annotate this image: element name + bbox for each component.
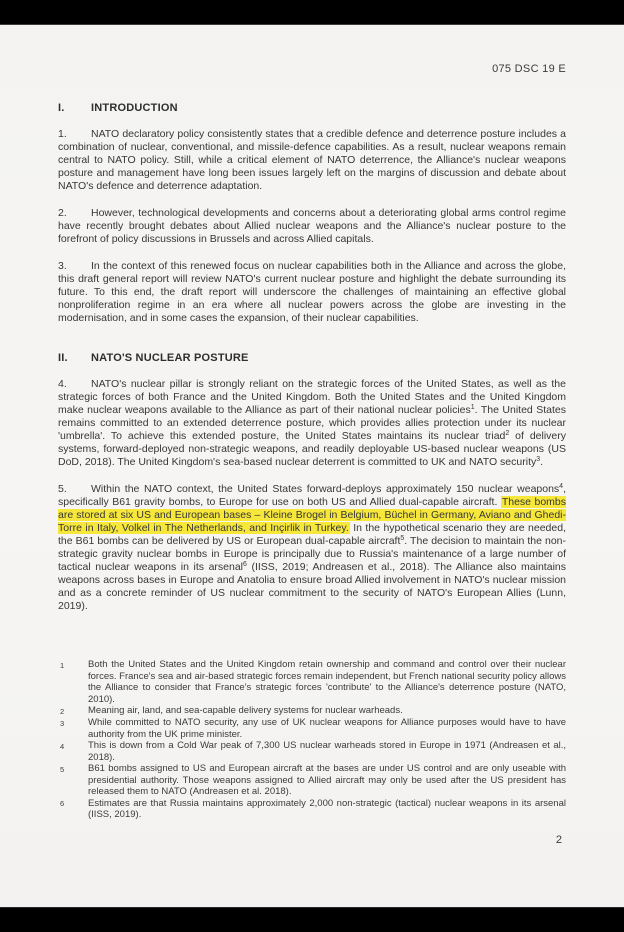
footnote-number: 6: [60, 799, 65, 808]
highlighted-text: These bombs are stored at six US and European bases – Kleine Brogel in Belgium, Büchel in Germany, Aviano and Ghedi-Torre in Italy, Volkel in The Netherlands, and Inçirlik in Turkey.: [58, 496, 566, 534]
footnote: [58, 763, 566, 798]
document-page: [0, 25, 624, 907]
footnote-text: This is down from a Cold War peak of 7,300 US nuclear warheads stored in Europe in 1971 (Andreasen et al., 2018).: [88, 740, 566, 763]
section-numeral: I.: [58, 102, 65, 114]
footnote-marker: 5: [400, 535, 405, 542]
paragraph-number: 3.: [58, 260, 67, 272]
footnote-number: 1: [60, 660, 65, 670]
footnote-number: 2: [60, 706, 65, 716]
footnote-number: 5: [60, 764, 65, 774]
footnote: [58, 740, 566, 763]
document-reference: 075 DSC 19 E: [492, 63, 566, 75]
paragraph: 4. NATO's nuclear pillar is strongly reliant on the strategic forces of the United States, as well as the strategic forces of both France and the United Kingdom. Both the United States and the United Kingdom make nuclear weapons available to the Alliance as part of their national nuclear policies$^1$. The United States remains committed to an extended deterrence posture, which provides allies protection under its nuclear 'umbrella'. To achieve this extended posture, the United States maintains its nuclear triad$^2$ of delivery systems, forward-deployed non-strategic weapons, and readily deployable US-based nuclear weapons (US DoD, 2018). The United Kingdom's sea-based nuclear deterrent is committed to UK and NATO security$^3$.: [58, 378, 566, 468]
footnote-text: Estimates are that Russia maintains approximately 2,000 non-strategic (tactical) nuclear weapons in its arsenal (IISS, 2019).: [88, 797, 566, 820]
footnote-number: 4: [60, 741, 65, 751]
paragraph: 2. However, technological developments and concerns about a deteriorating global arms control regime have recently brought debates about Allied nuclear weapons and the Alliance's nuclear posture to the forefront of policy discussions in Brussels and across Allied capitals.: [58, 207, 566, 245]
paragraph: 1. NATO declaratory policy consistently states that a credible defence and deterrence posture includes a combination of nuclear, conventional, and missile-defence capabilities. As a result, nuclear weapons remain central to NATO policy. Still, while a critical element of NATO deterrence, the Alliance's nuclear weapons posture and management have long been issues largely left on the margins of discussion and debate about NATO's defence and deterrence adaptation.: [58, 128, 566, 192]
top-black-bar: [0, 0, 624, 25]
footnote-marker: 3: [536, 456, 541, 463]
footnote-marker: 2: [505, 430, 510, 437]
footnote: [58, 659, 566, 705]
section-heading: [58, 352, 566, 364]
footnote: [58, 705, 566, 717]
paragraph: 3. In the context of this renewed focus on nuclear capabilities both in the Alliance and across the globe, this draft general report will review NATO's current nuclear posture and highlight the debate surrounding its future. To this end, the draft report will underscore the challenges of maintaining an effective global nonproliferation regime in an era where all nuclear powers across the globe are investing in the modernisation, and in some cases the expansion, of their nuclear capabilities.: [58, 260, 566, 324]
footnote-marker: 4: [559, 483, 564, 490]
footnote-marker: 1: [470, 404, 475, 411]
footnote-text: Meaning air, land, and sea-capable delivery systems for nuclear warheads.: [88, 705, 403, 716]
footnote-marker: 6: [243, 561, 247, 568]
footnote: [58, 798, 566, 821]
paragraph-number: 1.: [58, 128, 67, 140]
footnote-text: B61 bombs assigned to US and European aircraft at the bases are under US control and are only useable with presidential authority. Those weapons assigned to Allied aircraft may only be used after the US president has released them to NATO (Andreasen et al. 2018).: [88, 763, 566, 797]
section-title: INTRODUCTION: [91, 102, 178, 114]
page-number: 2: [555, 833, 562, 846]
section-heading: [58, 102, 566, 114]
footnote-text: While committed to NATO security, any use of UK nuclear weapons for Alliance purposes would have to have authority from the UK prime minister.: [88, 717, 566, 740]
paragraph-number: 5.: [58, 483, 67, 495]
section-numeral: II.: [58, 352, 68, 364]
paragraph-number: 4.: [58, 378, 67, 390]
section-title: NATO'S NUCLEAR POSTURE: [91, 352, 249, 364]
bottom-black-bar: [0, 907, 624, 932]
document-body: [58, 102, 566, 613]
footnote-number: 3: [60, 718, 65, 728]
footnote: [58, 717, 566, 740]
footnote-text: Both the United States and the United Kingdom retain ownership and command and control over their nuclear forces. France's sea and air-based strategic forces remain independent, but French national security policy allows the Alliance to consider that France's strategic forces 'contribute' to the Alliance's deterrence posture (NATO, 2010).: [88, 659, 566, 705]
paragraph-number: 2.: [58, 207, 67, 219]
footnotes-section: [58, 659, 566, 821]
paragraph: 5. Within the NATO context, the United States forward-deploys approximately 150 nuclear weapons$^4$, specifically B61 gravity bombs, to Europe for use on both US and Allied dual-capable aircraft. These bombs are stored at six US and European bases – Kleine Brogel in Belgium, Büchel in Germany, Aviano and Ghedi-Torre in Italy, Volkel in The Netherlands, and Inçirlik in Turkey. In the hypothetical scenario they are needed, the B61 bombs can be delivered by US or European dual-capable aircraft$^5$. The decision to maintain the non-strategic gravity nuclear bombs in Europe is principally due to Russia's maintenance of a large number of tactical nuclear weapons in its arsenal$^6$ (IISS, 2019; Andreasen et al., 2018). The Alliance also maintains weapons across bases in Europe and Anatolia to ensure broad Allied involvement in NATO's nuclear mission and as a concrete reminder of US nuclear commitment to the security of NATO's European Allies (Lunn, 2019).: [58, 483, 567, 612]
